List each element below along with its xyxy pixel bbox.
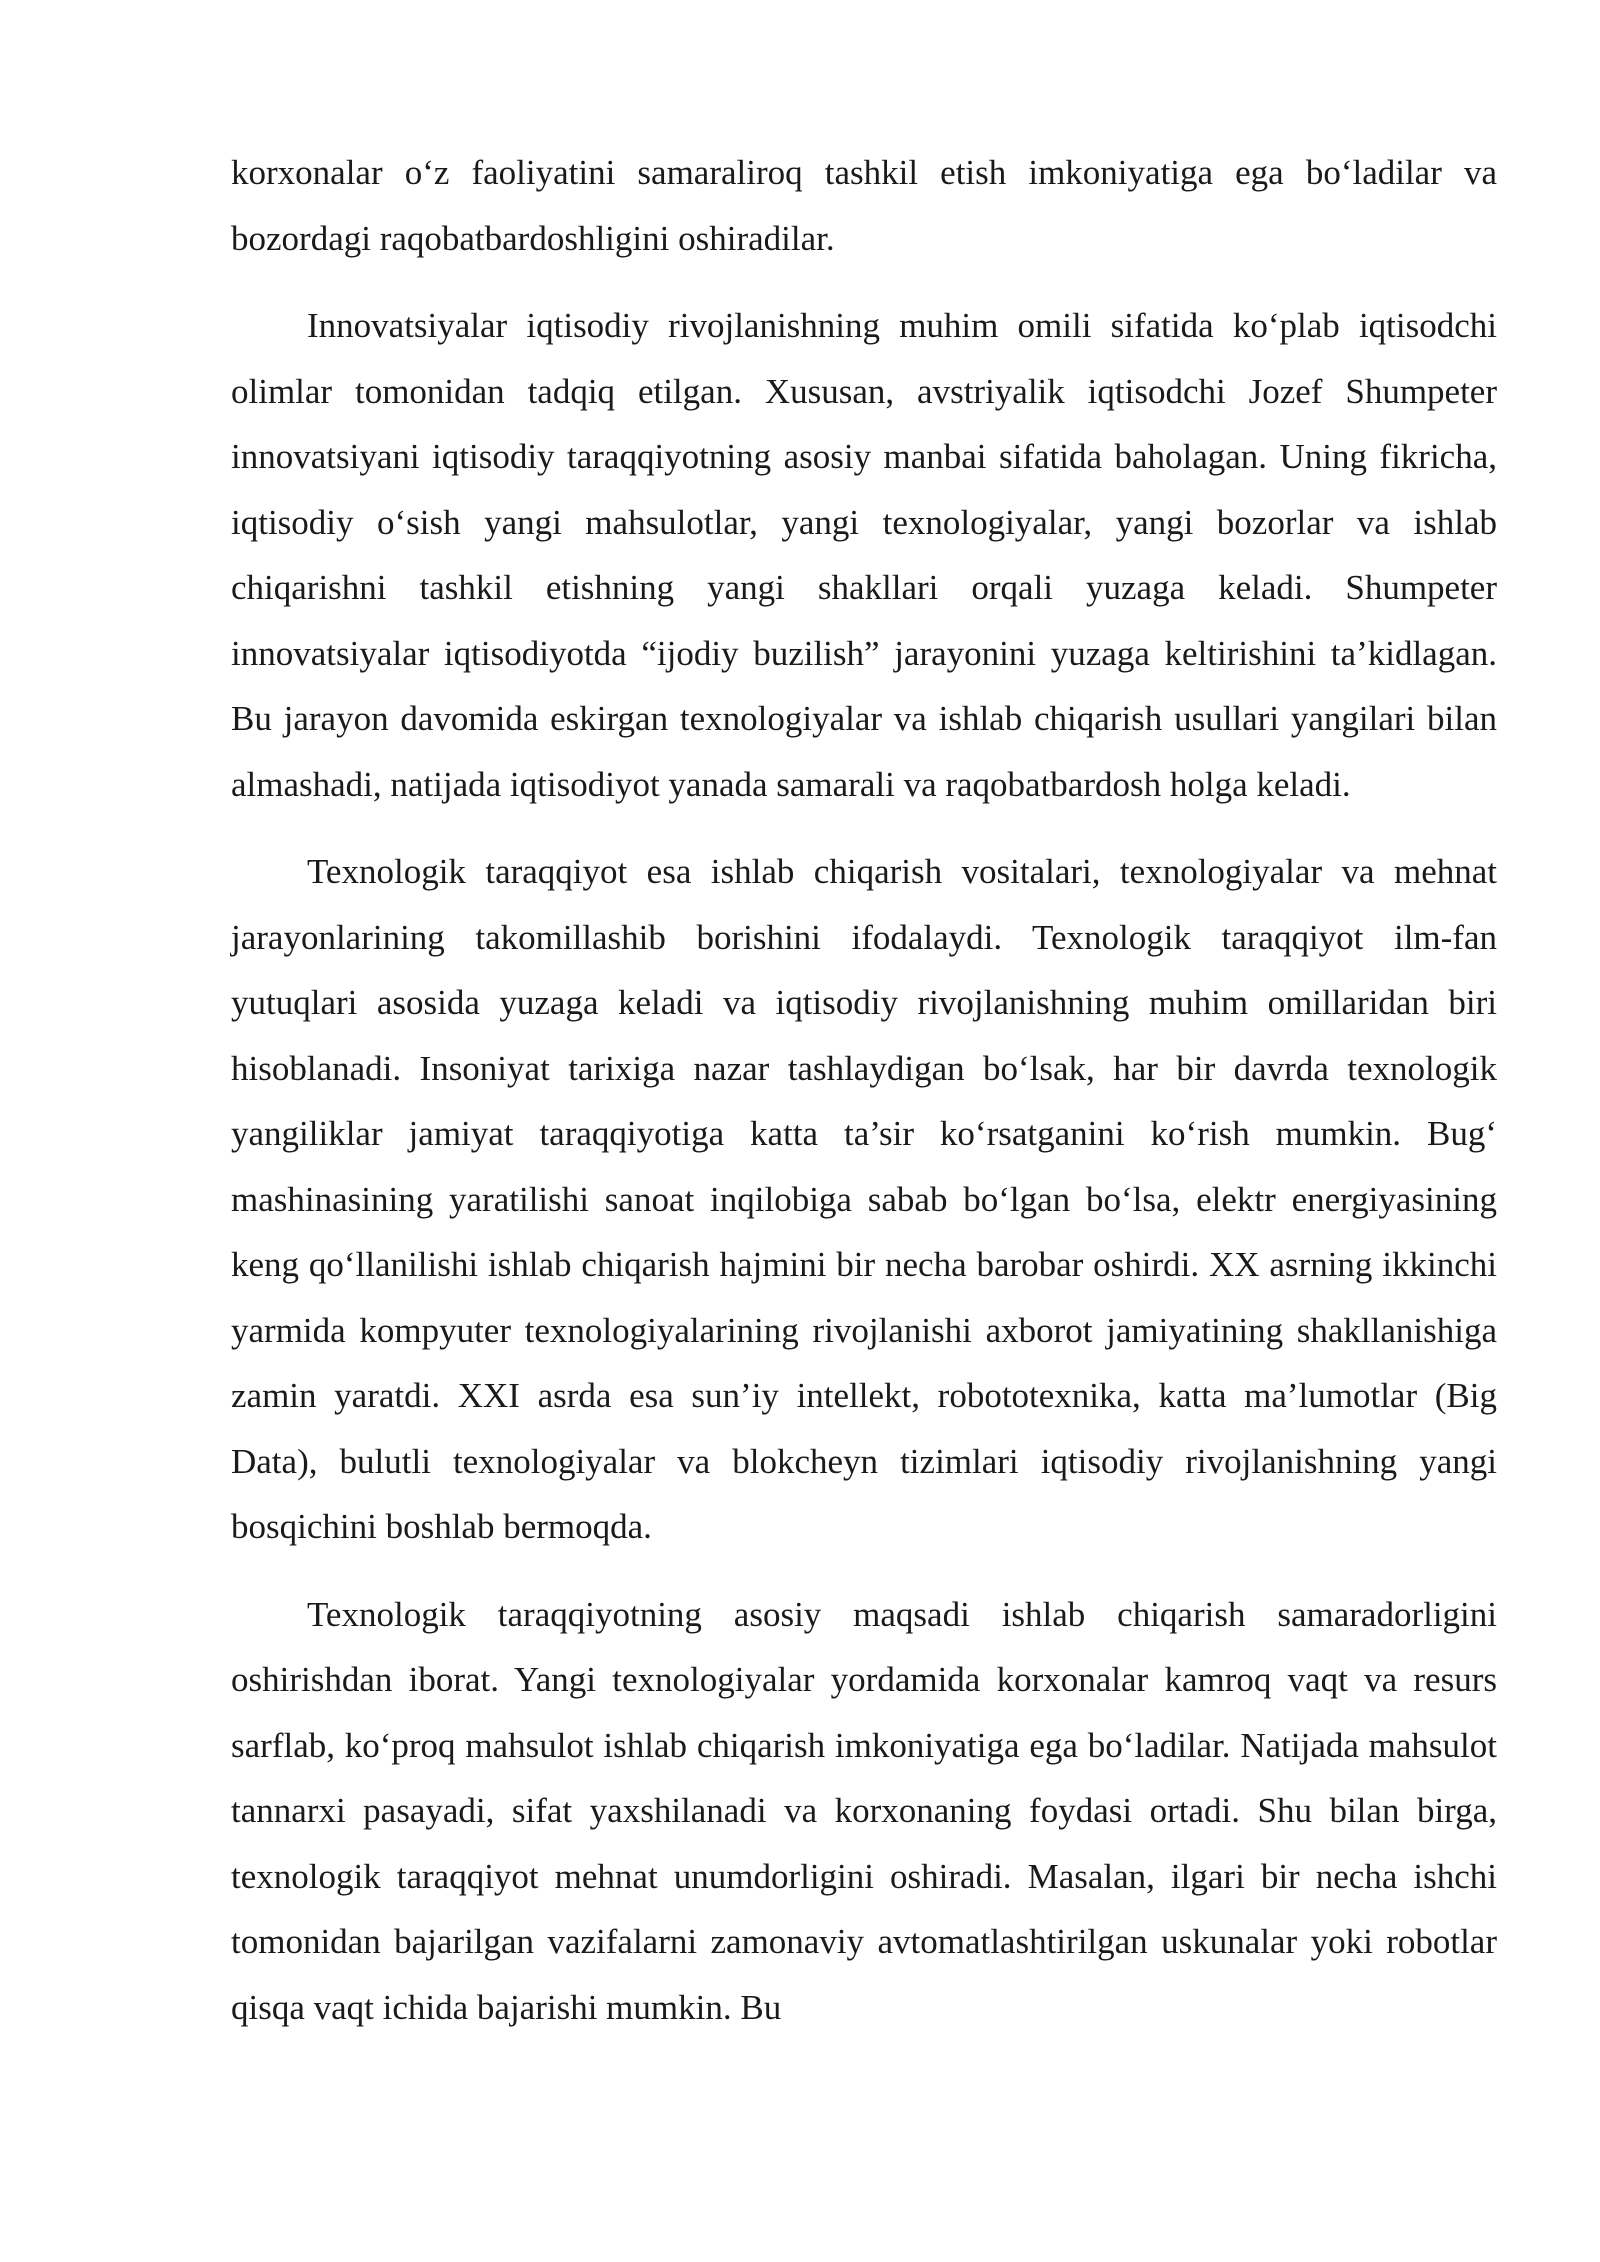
paragraph-technological-progress: Texnologik taraqqiyot esa ishlab chiqarish vositalari, texnologiyalar va mehnat jarayonlarining takomillashib borishini ifodalaydi. Texnologik taraqqiyot ilm-fan yutuqlari asosida yuzaga keladi va iqtisodiy rivojlanishning muhim omillaridan biri hisoblanadi. Insoniyat tarixiga nazar tashlaydigan bo‘lsak, har bir davrda texnologik yangiliklar jamiyat taraqqiyotiga katta ta’sir ko‘rsatganini ko‘rish mumkin. Bug‘ mashinasining yaratilishi sanoat inqilobiga sabab bo‘lgan bo‘lsa, elektr energiyasining keng qo‘llanilishi ishlab chiqarish hajmini bir necha barobar oshirdi. XX asrning ikkinchi yarmida kompyuter texnologiyalarining rivojlanishi axborot jamiyatining shakllanishiga zamin yaratdi. XXI asrda esa sun’iy intellekt, robototexnika, katta ma’lumotlar (Big Data), bulutli texnologiyalar va blokcheyn tizimlari iqtisodiy rivojlanishning yangi bosqichini boshlab bermoqda. (231, 852, 1497, 1546)
paragraph-progress-goal: Texnologik taraqqiyotning asosiy maqsadi ishlab chiqarish samaradorligini oshirishdan iborat. Yangi texnologiyalar yordamida korxonalar kamroq vaqt va resurs sarflab, ko‘proq mahsulot ishlab chiqarish imkoniyatiga ega bo‘ladilar. Natijada mahsulot tannarxi pasayadi, sifat yaxshilanadi va korxonaning foydasi ortadi. Shu bilan birga, texnologik taraqqiyot mehnat unumdorligini oshiradi. Masalan, ilgari bir necha ishchi tomonidan bajarilgan vazifalarni zamonaviy avtomatlashtirilgan uskunalar yoki robotlar qisqa vaqt ichida bajarishi mumkin. Bu (231, 1594, 1497, 2027)
paragraph-innovations: Innovatsiyalar iqtisodiy rivojlanishning muhim omili sifatida ko‘plab iqtisodchi olimlar tomonidan tadqiq etilgan. Xususan, avstriyalik iqtisodchi Jozef Shumpeter innovatsiyani iqtisodiy taraqqiyotning asosiy manbai sifatida baholagan. Uning fikricha, iqtisodiy o‘sish yangi mahsulotlar, yangi texnologiyalar, yangi bozorlar va ishlab chiqarishni tashkil etishning yangi shakllari orqali yuzaga keladi. Shumpeter innovatsiyalar iqtisodiyotda “ijodiy buzilish” jarayonini yuzaga keltirishini ta’kidlagan. Bu jarayon davomida eskirgan texnologiyalar va ishlab chiqarish usullari yangilari bilan almashadi, natijada iqtisodiyot yanada samarali va raqobatbardosh holga keladi. (231, 306, 1497, 804)
paragraph-continuation: korxonalar o‘z faoliyatini samaraliroq tashkil etish imkoniyatiga ega bo‘ladilar va bozordagi raqobatbardoshligini oshiradilar. (231, 153, 1497, 258)
document-body (231, 140, 1497, 2062)
